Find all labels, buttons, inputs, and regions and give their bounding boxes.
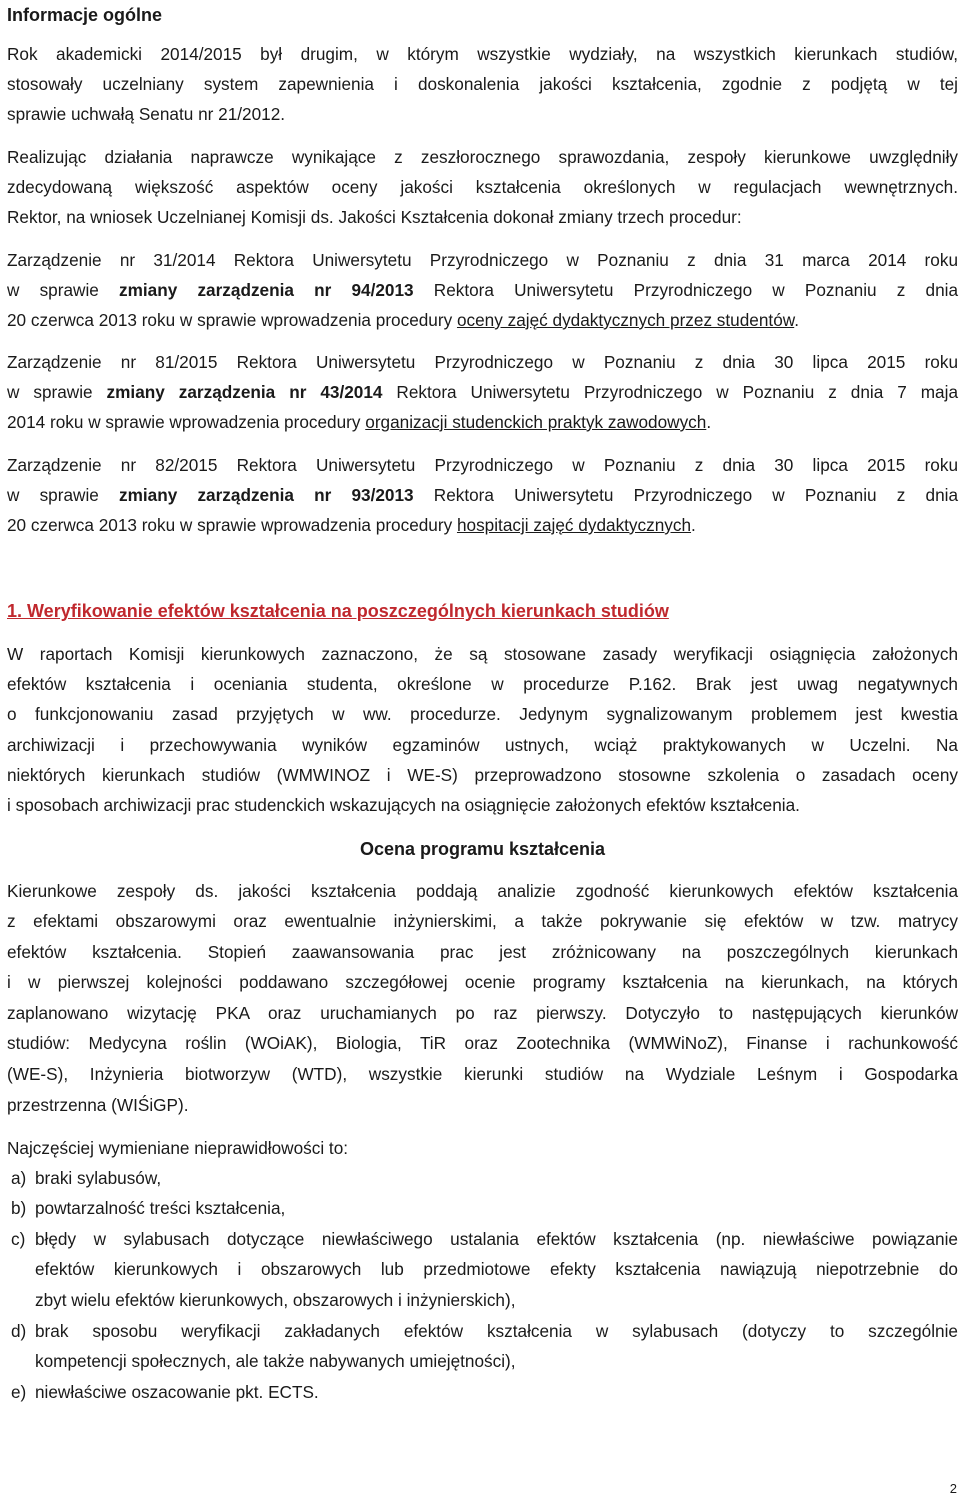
paragraph-line: W raportach Komisji kierunkowych zaznaczono, że są stosowane zasady weryfikacji osiągnięcia założonych bbox=[7, 644, 958, 664]
regulation-line: Zarządzenie nr 81/2015 Rektora Uniwersytetu Przyrodniczego w Poznaniu z dnia 30 lipca 2015 roku bbox=[7, 352, 958, 372]
list-marker: c) bbox=[11, 1229, 26, 1249]
paragraph-line: studiów: Medycyna roślin (WOiAK), Biologia, TiR oraz Zootechnika (WMWiNoZ), Finanse i rachunkowość bbox=[7, 1033, 958, 1053]
page-number: 2 bbox=[949, 1481, 957, 1496]
paragraph-line: przestrzenna (WIŚiGP). bbox=[7, 1095, 189, 1115]
paragraph-line: Rektor, na wniosek Uczelnianej Komisji ds. Jakości Kształcenia dokonał zmiany trzech procedur: bbox=[7, 207, 742, 227]
regulation-line: Zarządzenie nr 31/2014 Rektora Uniwersytetu Przyrodniczego w Poznaniu z dnia 31 marca 2014 roku bbox=[7, 250, 958, 270]
regulation-line: Zarządzenie nr 82/2015 Rektora Uniwersytetu Przyrodniczego w Poznaniu z dnia 30 lipca 2015 roku bbox=[7, 455, 958, 475]
list-item-continuation: kompetencji społecznych, ale także nabywanych umiejętności), bbox=[35, 1351, 516, 1371]
section-heading: 1. Weryfikowanie efektów kształcenia na poszczególnych kierunkach studiów bbox=[7, 601, 669, 621]
list-item: d) brak sposobu weryfikacji zakładanych efektów kształcenia w sylabusach (dotyczy to szczególnie bbox=[7, 1316, 958, 1346]
list-marker: a) bbox=[11, 1168, 27, 1188]
regulation-line: w sprawie zmiany zarządzenia nr 43/2014 Rektora Uniwersytetu Przyrodniczego w Poznaniu z dnia 7 maja bbox=[7, 382, 958, 402]
paragraph-line: Rok akademicki 2014/2015 był drugim, w którym wszystkie wydziały, na wszystkich kierunkach studiów, bbox=[7, 44, 958, 64]
procedure-name: hospitacji zajęć dydaktycznych bbox=[456, 515, 692, 535]
procedure-name: oceny zajęć dydaktycznych przez studentów bbox=[456, 310, 795, 330]
paragraph-line: z efektami obszarowymi oraz ewentualnie inżynierskimi, a także pokrywanie się efektów w tzw. matrycy bbox=[7, 911, 958, 931]
list-item-continuation: zbyt wielu efektów kierunkowych, obszarowych i inżynierskich), bbox=[35, 1290, 516, 1310]
regulation-line: 2014 roku w sprawie wprowadzenia procedury organizacji studenckich praktyk zawodowych. bbox=[7, 412, 712, 432]
list-marker: e) bbox=[11, 1382, 27, 1402]
paragraph-line: i sposobach archiwizacji prac studenckich wskazujących na osiągnięcie założonych efektów kształcenia. bbox=[7, 795, 800, 815]
list-marker: b) bbox=[11, 1198, 27, 1218]
paragraph-line: efektów kształcenia. Stopień zaawansowania prac jest zróżnicowany na poszczególnych kierunkach bbox=[7, 942, 958, 962]
page-title: Informacje ogólne bbox=[7, 5, 163, 25]
paragraph-line: o funkcjonowaniu zasad przyjętych w ww. procedurze. Jedynym sygnalizowanym problemem jest kwestia bbox=[7, 704, 958, 724]
regulation-line: w sprawie zmiany zarządzenia nr 94/2013 Rektora Uniwersytetu Przyrodniczego w Poznaniu z dnia bbox=[7, 280, 959, 300]
paragraph-line: i w pierwszej kolejności poddawano szczegółowej ocenie programy kształcenia na kierunkach, na których bbox=[7, 972, 958, 992]
paragraph-line: zdecydowaną większość aspektów oceny jakości kształcenia określonych w regulacjach wewnętrznych. bbox=[7, 177, 958, 197]
list-item: b) powtarzalność treści kształcenia, bbox=[7, 1193, 958, 1223]
paragraph-line: archiwizacji i przechowywania wyników egzaminów ustnych, wciąż praktykowanych w Uczelni. Na bbox=[7, 735, 958, 755]
paragraph-line: efektów kształcenia i oceniania studenta, określone w procedurze P.162. Brak jest uwag negatywnych bbox=[7, 674, 958, 694]
subsection-heading: Ocena programu kształcenia bbox=[359, 839, 606, 859]
list-item: a) braki sylabusów, bbox=[7, 1163, 958, 1193]
paragraph-line: zaplanowano wizytację PKA oraz uruchamianych po raz pierwszy. Dotyczyło to następujących kierunków bbox=[7, 1003, 958, 1023]
regulation-line: 20 czerwca 2013 roku w sprawie wprowadzenia procedury hospitacji zajęć dydaktycznych. bbox=[7, 515, 696, 535]
procedure-name: organizacji studenckich praktyk zawodowych bbox=[365, 412, 707, 432]
paragraph-line: Realizując działania naprawcze wynikające z zeszłorocznego sprawozdania, zespoły kierunkowe uwzględniły bbox=[7, 147, 958, 167]
amended-regulation: zmiany zarządzenia nr 93/2013 bbox=[119, 485, 414, 505]
list-item: c) błędy w sylabusach dotyczące niewłaściwego ustalania efektów kształcenia (np. niewłaściwe powiązanie bbox=[7, 1224, 958, 1254]
amended-regulation: zmiany zarządzenia nr 43/2014 bbox=[106, 382, 383, 402]
amended-regulation: zmiany zarządzenia nr 94/2013 bbox=[119, 280, 414, 300]
list-item-continuation: efektów kierunkowych i obszarowych lub przedmiotowe efekty kształcenia nawiązują niepotrzebnie do bbox=[35, 1259, 958, 1279]
paragraph-line: sprawie uchwałą Senatu nr 21/2012. bbox=[7, 104, 286, 124]
paragraph-line: Kierunkowe zespoły ds. jakości kształcenia poddają analizie zgodność kierunkowych efektów kształcenia bbox=[7, 881, 958, 901]
paragraph-line: stosowały uczelniany system zapewnienia i doskonalenia jakości kształcenia, zgodnie z podjętą w tej bbox=[7, 74, 958, 94]
regulation-line: 20 czerwca 2013 roku w sprawie wprowadzenia procedury oceny zajęć dydaktycznych przez studentów. bbox=[7, 310, 799, 330]
paragraph-line: niektórych kierunkach studiów (WMWINOZ i WE-S) przeprowadzono stosowne szkolenia o zasadach oceny bbox=[7, 765, 958, 785]
regulation-line: w sprawie zmiany zarządzenia nr 93/2013 Rektora Uniwersytetu Przyrodniczego w Poznaniu z dnia bbox=[7, 485, 959, 505]
list-item: e) niewłaściwe oszacowanie pkt. ECTS. bbox=[7, 1377, 958, 1407]
list-marker: d) bbox=[11, 1321, 27, 1341]
list-intro: Najczęściej wymieniane nieprawidłowości to: bbox=[7, 1138, 349, 1158]
paragraph-line: (WE-S), Inżynieria biotworzyw (WTD), wszystkie kierunki studiów na Wydziale Leśnym i Gospodarka bbox=[7, 1064, 958, 1084]
